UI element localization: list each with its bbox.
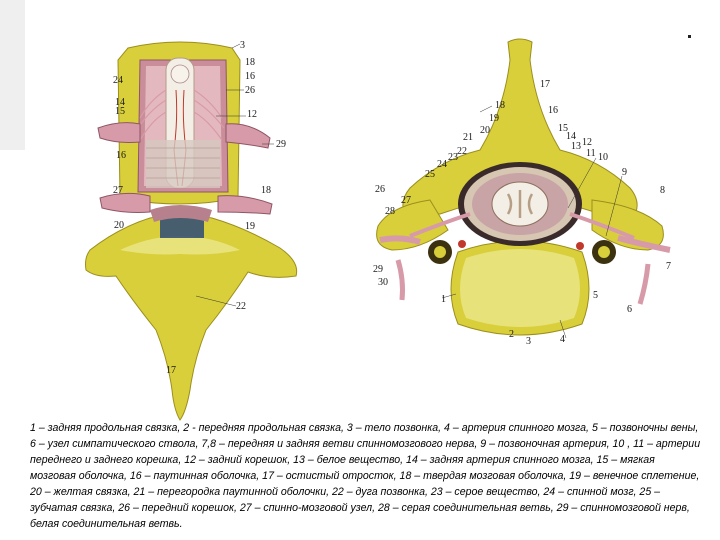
label-right-29: 29 — [373, 264, 383, 275]
label-right-23: 23 — [448, 152, 458, 163]
label-right-8: 8 — [660, 185, 665, 196]
label-right-2: 2 — [509, 329, 514, 340]
label-left-29: 29 — [276, 139, 286, 150]
label-right-14: 14 — [566, 131, 576, 142]
label-right-20: 20 — [480, 125, 490, 136]
label-left-15: 15 — [115, 106, 125, 117]
label-right-9: 9 — [622, 167, 627, 178]
label-left-12: 12 — [247, 109, 257, 120]
label-right-18: 18 — [495, 100, 505, 111]
label-left-22: 22 — [236, 301, 246, 312]
label-right-10: 10 — [598, 152, 608, 163]
label-left-14: 14 — [115, 97, 125, 108]
label-right-15: 15 — [558, 123, 568, 134]
label-right-4: 4 — [560, 334, 565, 345]
label-right-25: 25 — [425, 169, 435, 180]
label-right-30: 30 — [378, 277, 388, 288]
label-right-27: 27 — [401, 195, 411, 206]
figure-caption: 1 – задняя продольная связка, 2 - передняя продольная связка, 3 – тело позвонка, 4 – артерия спинного мозга, 5 – позвоночны вены, 6 – узел симпатического ствола, 7,8 – передняя и задняя ветви спинномозгового нерва, 9 – позвоночная артерия, 10 , 11 – артерии переднего и заднего корешка, 12 – задний корешок, 13 – белое вещество, 14 – задняя артерия спинного мозга, 15 – мягкая мозговая оболочка, 16 – паутинная оболочка, 17 – остистый отросток, 18 – твердая мозговая оболочка, 19 – венечное сплетение, 20 – желтая связка, 21 – перегородка паутинной оболочки, 22 – дуга позвонка, 23 – серое вещество, 24 – спинной мозг, 25 – зубчатая связка, 26 – передний корешок, 27 – спинно-мозговой узел, 28 – серая соединительная ветвь, 29 – спинномозговой нерв, белая соединительная ветвь. — [30, 422, 701, 530]
label-left-3: 3 — [240, 40, 245, 51]
label-right-12: 12 — [582, 137, 592, 148]
label-left-20: 20 — [114, 220, 124, 231]
label-left-27: 27 — [113, 185, 123, 196]
label-right-21: 21 — [463, 132, 473, 143]
label-left-16b: 16 — [116, 150, 126, 161]
label-left-16: 16 — [245, 71, 255, 82]
label-right-7: 7 — [666, 261, 671, 272]
label-left-18b: 18 — [261, 185, 271, 196]
label-right-16: 16 — [548, 105, 558, 116]
label-right-5: 5 — [593, 290, 598, 301]
label-right-11: 11 — [586, 148, 596, 159]
label-right-22: 22 — [457, 146, 467, 157]
label-right-13: 13 — [571, 141, 581, 152]
label-right-1: 1 — [441, 294, 446, 305]
label-left-26: 26 — [245, 85, 255, 96]
label-right-28: 28 — [385, 206, 395, 217]
label-right-6: 6 — [627, 304, 632, 315]
label-right-3: 3 — [526, 336, 531, 347]
label-left-19: 19 — [245, 221, 255, 232]
label-right-26: 26 — [375, 184, 385, 195]
label-right-24: 24 — [437, 159, 447, 170]
label-left-18: 18 — [245, 57, 255, 68]
label-left-24: 24 — [113, 75, 123, 86]
label-right-19: 19 — [489, 113, 499, 124]
label-left-17: 17 — [166, 365, 176, 376]
label-right-17: 17 — [540, 79, 550, 90]
